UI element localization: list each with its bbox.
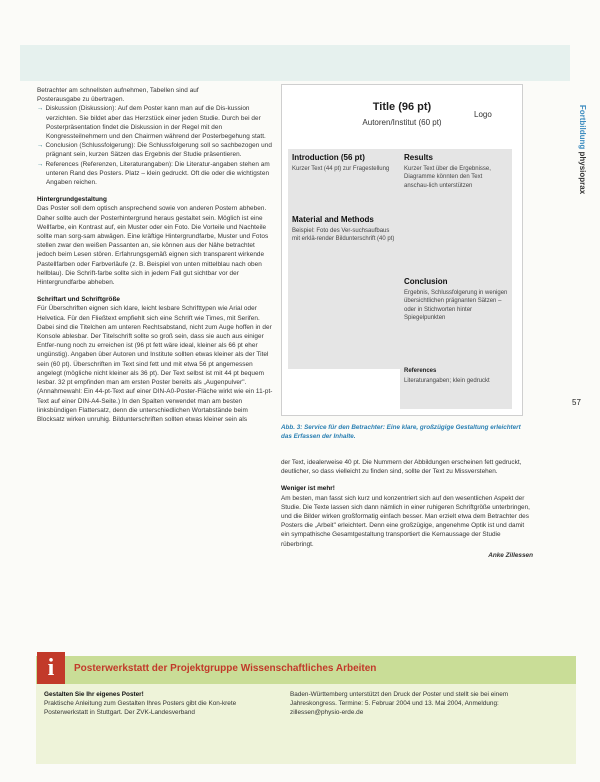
- bullet-item: → References (Referenzen, Literaturangaben): Die Literatur-angaben stehen am unteren Rand des Posters. Platz – klein gedruckt. Oft die oder die wichtigsten Angaben reichen.: [37, 160, 270, 187]
- page-number: 57: [572, 398, 581, 407]
- info-icon: i: [37, 652, 65, 684]
- sidebar-word: physioprax: [578, 151, 588, 195]
- infobox-right: [290, 690, 528, 718]
- section-heading: Weniger ist mehr!: [281, 485, 335, 493]
- infobox-text: Baden-Württemberg unterstützt den Druck der Poster und stellt sie bei einem Jahreskongress. Termine: 5. Februar 2004 und 13. Mai 2004, Anmeldung: zillessen@physio-erde.de: [290, 691, 509, 717]
- infobox-left: [44, 690, 276, 718]
- author-signature: Anke Zillessen: [488, 551, 533, 559]
- figure-caption: Abb. 3: Service für den Betrachter: Eine klare, großzügige Gestaltung erleichtert das Erfassen der Inhalte.: [281, 424, 521, 441]
- poster-conclusion: Conclusion Ergebnis, Schlussfolgerung in wenigen übersichtlichen prägnanten Sätzen – oder in Stichworten hinter Spiegelpunkten: [400, 273, 512, 365]
- section-text: Für Überschriften eignen sich klare, leicht lesbare Schrifttypen wie Arial oder Helvetica. Für den Fließtext empfiehlt sich eine Schrift wie Times, mit Serifen. Dabei sind die Titelchen am unteren Rechtsabstand, nicht zum Auge hoffen in der Konsole ablesbar. Der Titelschrift sollte so groß sein, dass sie auch aus einiger Entfer-nung noch zu erreichen ist (96 pt fett wäre ideal, kleiner als 66 pt eher ungünstig). Angaben über Autoren und Institute sollten etwas kleiner als der Titel sein (60 pt). Überschriften im Text sind fett und mit etwa 56 pt angemessen angelegt (mögliche nicht kleiner als 36 pt). Der Text selbst ist mit 44 pt bequem lesbar. 32 pt empfinden man am ersten Poster bereits als „Augenpulver". (Annahmewahl: Ein 44-pt-Text auf einer DIN-A0-Poster-Fläche wirkt wie ein 11-pt-Text auf einer DIN-A4-Seite.) In den Spalten verwendet man am besten linksbündigen Flattersatz, denn die unterschiedlichen Wortabstände beim Blocksatz wirken unruhig. Bildunterschriften sollten etwas kleiner sein als: [37, 305, 273, 423]
- infobox-title: Posterwerkstatt der Projektgruppe Wissenschaftliches Arbeiten: [74, 663, 377, 674]
- poster-authors: Autoren/Institut (60 pt): [362, 118, 442, 127]
- poster-logo: Logo: [474, 110, 492, 119]
- bullet-item: → Diskussion (Diskussion): Auf dem Poster kann man auf die Dis-kussion verzichten. Sie bildet aber das Herzstück einer jeden Studie. Durch bei der Posterpräsentation findet die Diskussion in der Regel mit den Kongressteilnehmern und den Chairmen während der Posterbegehung statt.: [37, 105, 266, 141]
- intro-line: Betrachter am schnellsten aufnehmen, Tabellen sind auf: [37, 87, 199, 94]
- right-column: [281, 458, 533, 560]
- poster-results: Results Kurzer Text über die Ergebnisse, Diagramme könnten den Text anschau-lich unterstützen: [400, 149, 512, 275]
- poster-figure: [281, 84, 523, 416]
- sidebar-word: Fortbildung: [578, 104, 588, 150]
- left-column: [37, 86, 273, 424]
- body-text: Am besten, man fasst sich kurz und konzentriert sich auf den wesentlichen Aspekt der Studie. Die Texte lassen sich dann nämlich in einer ruhigeren Schriftgröße unterbringen, und die Bilder wirken großformatig einfach besser. Man erzielt etwa dem Betrachter des Posters die „Arbeit" erleichtert. Denn eine großzügige, angenehme Optik ist und damit ein sympathische Gesamtgestaltung transportiert die Kernaussage der Studie rüberbringt.: [281, 494, 530, 548]
- poster-introduction: Introduction (56 pt) Kurzer Text (44 pt) zur Fragestellung: [288, 149, 401, 215]
- poster-material: Material and Methods Beispiel: Foto des Ver-suchsaufbaus mit erklä-render Bildunterschrift (40 pt): [288, 211, 401, 369]
- poster-references: References Literaturangaben; klein gedruckt: [400, 361, 512, 409]
- section-heading: Schriftart und Schriftgröße: [37, 296, 121, 304]
- section-heading: Hintergrundgestaltung: [37, 196, 107, 204]
- infobox-heading: Gestalten Sie Ihr eigenes Poster!: [44, 691, 144, 698]
- poster-title: Title (96 pt): [372, 101, 432, 113]
- infobox-text: Praktische Anleitung zum Gestalten Ihres Posters gibt die Kon-krete Posterwerkstatt in Stuttgart. Der ZVK-Landesverband: [44, 700, 237, 717]
- intro-line: Posterausgabe zu übertragen.: [37, 96, 125, 104]
- section-sidebar: [572, 100, 586, 210]
- body-text: der Text, idealerweise 40 pt. Die Nummern der Abbildungen erscheinen fett gedruckt, deutlicher, so dass vielleicht zu finden sind, sollte der Text zu Missverstehen.: [281, 459, 522, 476]
- header-band: [20, 45, 570, 81]
- bullet-item: → Conclusion (Schlussfolgerung): Die Schlussfolgerung soll so sachbezogen und prägnant sein, kurzen Sätzen das Ergebnis der Studie präsentieren.: [37, 142, 272, 159]
- section-text: Das Poster soll dem optisch ansprechend sowie von anderen Postern abheben. Daher sollte auch der Posterhintergrund heraus gestaltet sein. Möglich ist eine Wellfarbe, ein Kontrast auf, ein Muster oder ein Foto. Die Vorteile und Nachteile sollte man sorg-sam abwägen. Eine kräftige Hintergrundfarbe, Muster und Fotos stellen zwar den weißen Passanten an, sie können aus der Nähe betrachtet jedoch beim Lesen stören. Erfahrungsgemäß eignen sich transparent wirkende Pastellfarben oder Farbverläufe (z. B. Beispiel von unten mittelblau nach oben hellblau). Die Schrift-farbe sollte sich in jedem Fall gut sichtbar vor der Hintergrundfarbe abheben.: [37, 205, 269, 287]
